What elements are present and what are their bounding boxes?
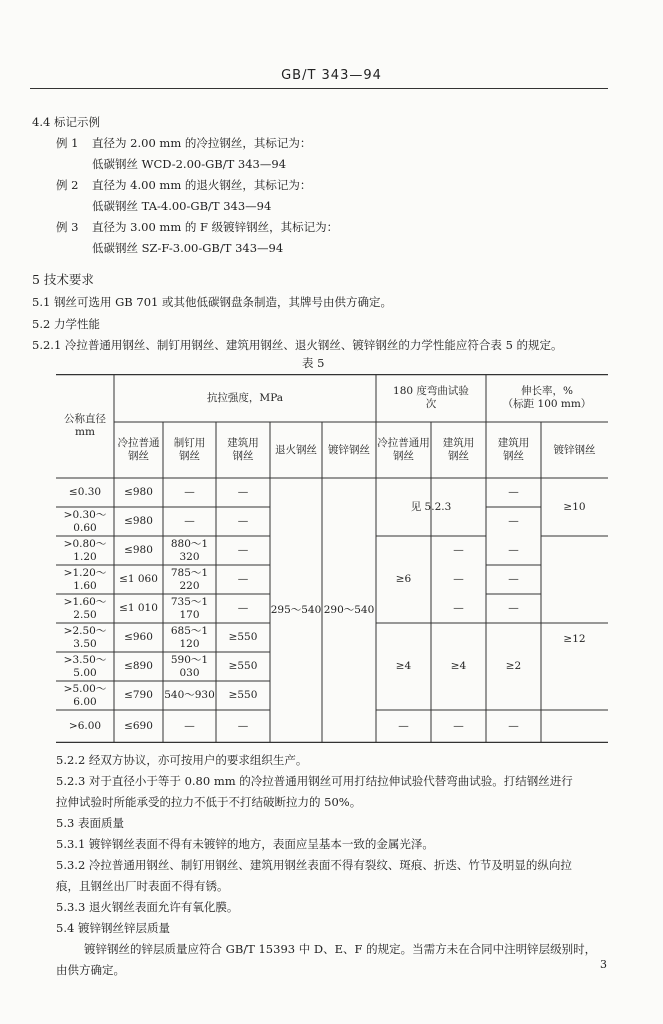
row-1-nail: — bbox=[184, 486, 195, 498]
row-8-building: ≥550 bbox=[228, 689, 258, 701]
bend-low-a: ≥4 bbox=[395, 660, 412, 672]
table-caption: 表 5 bbox=[302, 356, 325, 370]
para-5-2-3-line1: 5.2.3 对于直径小于等于 0.80 mm 的冷拉普通用钢丝可用打结拉伸试验代替弯曲试验。打结钢丝进行 bbox=[56, 774, 573, 788]
row-2-building: — bbox=[237, 515, 249, 527]
row-8-nail: 540～930 bbox=[164, 689, 215, 701]
example-2-mark: 低碳钢丝 TA-4.00-GB/T 343—94 bbox=[92, 199, 272, 213]
row-8-diameter: >5.00～6.00 bbox=[63, 682, 107, 708]
para-5-3: 5.3 表面质量 bbox=[56, 816, 124, 830]
para-5-2-2: 5.2.2 经双方协议，亦可按用户的要求组织生产。 bbox=[56, 753, 308, 767]
row-5-cold-drawn: ≤1 010 bbox=[119, 602, 158, 614]
elong-build-last: — bbox=[508, 719, 519, 732]
para-5-1: 5.1 钢丝可选用 GB 701 或其他低碳钢盘条制造，其牌号由供方确定。 bbox=[32, 295, 392, 309]
header-rule bbox=[30, 88, 608, 89]
row-5-nail: 735～1 170 bbox=[170, 595, 209, 621]
header-tensile-strength: 抗拉强度，MPa bbox=[206, 391, 284, 404]
row-1-cold-drawn: ≤980 bbox=[124, 486, 153, 498]
example-3-label: 例 3 bbox=[56, 220, 79, 234]
row-4-nail: 785～1 220 bbox=[170, 566, 209, 592]
galvanized-range: 290～540 bbox=[323, 603, 375, 616]
elong-build-1: — bbox=[508, 486, 519, 498]
row-4-diameter: >1.20～1.60 bbox=[63, 566, 107, 592]
example-2-label: 例 2 bbox=[56, 178, 79, 192]
example-2-text: 直径为 4.00 mm 的退火钢丝，其标记为： bbox=[92, 178, 312, 192]
elong-build-4: — bbox=[508, 573, 519, 585]
row-7-building: ≥550 bbox=[228, 660, 258, 672]
row-6-diameter: >2.50～3.50 bbox=[63, 624, 107, 650]
bend-mid: ≥6 bbox=[395, 573, 412, 585]
example-1-label: 例 1 bbox=[56, 136, 79, 150]
row-9-cold-drawn: ≤690 bbox=[124, 719, 153, 732]
bend-dash-1: — bbox=[453, 544, 464, 556]
bend-low-b: ≥4 bbox=[450, 660, 467, 672]
example-3-text: 直径为 3.00 mm 的 F 级镀锌钢丝，其标记为： bbox=[92, 220, 339, 234]
row-7-cold-drawn: ≤890 bbox=[124, 660, 153, 672]
para-5-3-1: 5.3.1 镀锌钢丝表面不得有未镀锌的地方，表面应呈基本一致的金属光泽。 bbox=[56, 837, 434, 851]
sub-header-elong-building: 建筑用 钢丝 bbox=[497, 437, 530, 462]
section-4-4-heading: 4.4 标记示例 bbox=[32, 115, 100, 129]
para-5-3-3: 5.3.3 退火钢丝表面允许有氧化膜。 bbox=[56, 900, 239, 914]
row-5-diameter: >1.60～2.50 bbox=[63, 595, 107, 621]
para-5-4: 5.4 镀锌钢丝锌层质量 bbox=[56, 921, 170, 935]
bend-dash-2: — bbox=[453, 573, 464, 585]
page-number: 3 bbox=[600, 958, 607, 971]
row-1-building: — bbox=[237, 486, 249, 498]
example-1-mark: 低碳钢丝 WCD-2.00-GB/T 343—94 bbox=[92, 157, 287, 171]
sub-header-bend-cold-drawn: 冷拉普通用 钢丝 bbox=[377, 437, 430, 462]
row-3-nail: 880～1 320 bbox=[170, 537, 209, 563]
row-1-diameter: ≤0.30 bbox=[68, 486, 102, 498]
row-8-cold-drawn: ≤790 bbox=[124, 689, 153, 701]
elong-galv-bottom: ≥12 bbox=[563, 632, 586, 645]
row-9-building: — bbox=[237, 719, 249, 732]
bend-last-b: — bbox=[453, 719, 464, 732]
table-5 bbox=[56, 374, 608, 743]
sub-header-elong-galvanized: 镀锌钢丝 bbox=[553, 443, 596, 456]
row-3-cold-drawn: ≤980 bbox=[124, 544, 153, 556]
sub-header-nail: 制钉用 钢丝 bbox=[173, 437, 206, 462]
sub-header-building: 建筑用 钢丝 bbox=[227, 437, 259, 462]
row-2-nail: — bbox=[184, 515, 195, 527]
para-5-2-1: 5.2.1 冷拉普通用钢丝、制钉用钢丝、建筑用钢丝、退火钢丝、镀锌钢丝的力学性能应符合表 5 的规定。 bbox=[32, 338, 563, 352]
row-4-building: — bbox=[237, 573, 249, 585]
section-5-heading: 5 技术要求 bbox=[32, 272, 94, 287]
para-5-4-line1: 镀锌钢丝的锌层质量应符合 GB/T 15393 中 D、E、F 的规定。当需方未在合同中注明锌层级别时， bbox=[84, 942, 597, 956]
row-2-cold-drawn: ≤980 bbox=[124, 515, 153, 527]
elong-galv-top: ≥10 bbox=[563, 500, 586, 513]
row-7-nail: 590～1 030 bbox=[170, 653, 209, 679]
row-5-building: — bbox=[237, 602, 249, 614]
elong-build-2: — bbox=[508, 515, 519, 527]
row-4-cold-drawn: ≤1 060 bbox=[119, 573, 158, 585]
row-6-building: ≥550 bbox=[228, 631, 258, 643]
bend-dash-3: — bbox=[453, 602, 464, 614]
row-3-diameter: >0.80～1.20 bbox=[63, 537, 107, 563]
bend-first: 见 5.2.3 bbox=[410, 500, 452, 513]
elong-build-5: — bbox=[508, 602, 519, 614]
elong-build-3: — bbox=[508, 544, 519, 556]
row-6-nail: 685～1 120 bbox=[170, 624, 209, 650]
sub-header-cold-drawn: 冷拉普通 钢丝 bbox=[117, 437, 160, 462]
row-9-nail: — bbox=[184, 719, 195, 732]
header-diameter: 公称直径 mm bbox=[64, 413, 106, 438]
example-1-text: 直径为 2.00 mm 的冷拉钢丝，其标记为： bbox=[92, 136, 312, 150]
page-header: GB/T 343—94 bbox=[281, 68, 382, 83]
para-5-4-line2: 由供方确定。 bbox=[56, 963, 125, 977]
sub-header-galvanized: 镀锌钢丝 bbox=[328, 443, 370, 456]
row-6-cold-drawn: ≤960 bbox=[124, 631, 153, 643]
sub-header-annealed: 退火钢丝 bbox=[275, 443, 317, 456]
row-7-diameter: >3.50～5.00 bbox=[63, 653, 107, 679]
header-elongation: 伸长率，% （标距 100 mm） bbox=[502, 385, 592, 410]
para-5-3-2-line1: 5.3.2 冷拉普通用钢丝、制钉用钢丝、建筑用钢丝表面不得有裂纹、斑痕、折迭、竹节及明显的纵向拉 bbox=[56, 858, 572, 872]
row-2-diameter: >0.30～0.60 bbox=[63, 508, 107, 534]
annealed-range: 295～540 bbox=[270, 603, 322, 616]
header-bend-test: 180 度弯曲试验 次 bbox=[393, 385, 469, 410]
row-9-diameter: >6.00 bbox=[68, 719, 102, 732]
example-3-mark: 低碳钢丝 SZ-F-3.00-GB/T 343—94 bbox=[92, 241, 284, 255]
row-3-building: — bbox=[237, 544, 249, 556]
para-5-2-3-line2: 拉伸试验时所能承受的拉力不低于不打结破断拉力的 50%。 bbox=[56, 795, 362, 809]
para-5-3-2-line2: 痕，且钢丝出厂时表面不得有锈。 bbox=[56, 879, 229, 893]
sub-header-bend-building: 建筑用 钢丝 bbox=[442, 437, 475, 462]
elong-build-low: ≥2 bbox=[505, 660, 522, 672]
bend-last-a: — bbox=[398, 719, 409, 732]
para-5-2: 5.2 力学性能 bbox=[32, 317, 100, 331]
